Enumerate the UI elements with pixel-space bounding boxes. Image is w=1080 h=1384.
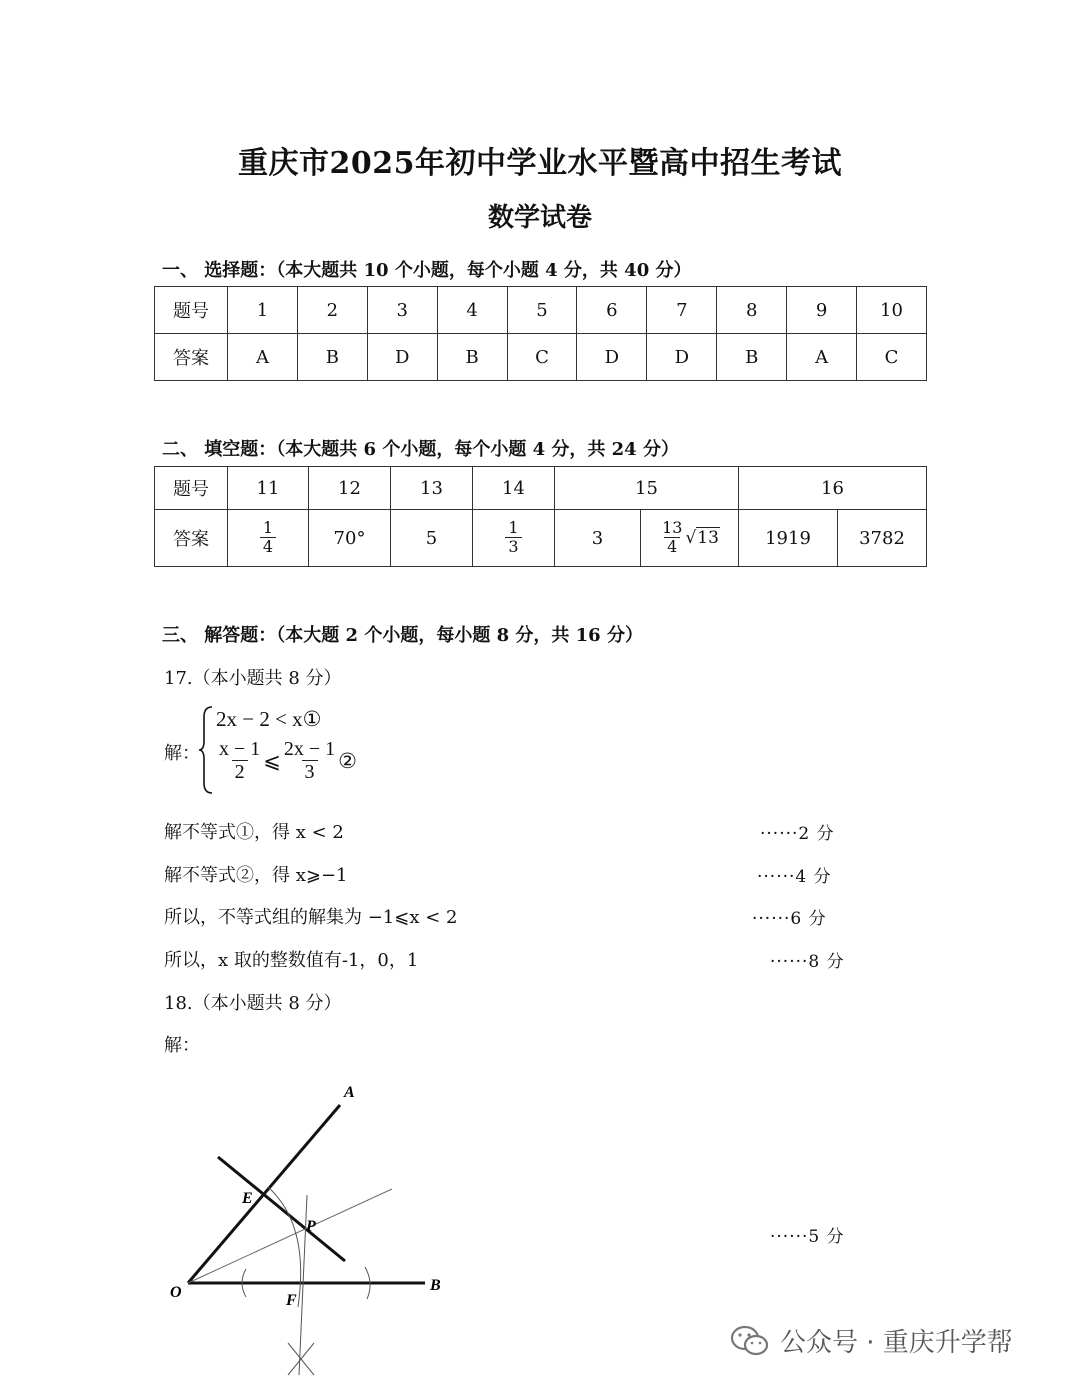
q17-step-1: 解不等式①，得 x < 2 xyxy=(164,822,344,843)
q-number: 4 xyxy=(437,287,507,334)
sqrt-radicand: 13 xyxy=(697,528,719,548)
answer-cell: B xyxy=(717,334,787,381)
q18-score: ······5 分 xyxy=(770,1227,845,1247)
fraction xyxy=(505,520,521,556)
point-label-e: E xyxy=(242,1190,253,1207)
section2-table xyxy=(154,466,927,567)
answer-cell: D xyxy=(647,334,717,381)
q-number: 7 xyxy=(647,287,717,334)
answer-cell: A xyxy=(787,334,857,381)
sqrt-sign: √ xyxy=(685,528,697,548)
answer-cell-14 xyxy=(473,510,555,567)
q17-step-1-score: ······2 分 xyxy=(760,824,835,844)
fraction-numerator: 2x − 1 xyxy=(283,738,336,760)
q-number: 12 xyxy=(309,467,391,510)
fraction-numerator: 13 xyxy=(662,518,683,538)
q-number: 3 xyxy=(367,287,437,334)
section3-heading: 三、 解答题：（本大题 2 个小题，每小题 8 分，共 16 分） xyxy=(162,625,643,646)
fraction-denominator: 4 xyxy=(260,537,276,556)
section1-table xyxy=(154,286,927,381)
fraction-denominator: 2 xyxy=(232,760,248,783)
fraction xyxy=(659,520,685,556)
row-label: 答案 xyxy=(155,510,228,567)
fraction-denominator: 3 xyxy=(302,760,318,783)
q-number: 13 xyxy=(391,467,473,510)
q18-label: 18.（本小题共 8 分） xyxy=(164,993,342,1014)
row-label: 题号 xyxy=(155,467,228,510)
q-number: 8 xyxy=(717,287,787,334)
page-title: 重庆市2025年初中学业水平暨高中招生考试 xyxy=(238,146,842,181)
fraction-denominator: 4 xyxy=(664,537,680,556)
answer-cell-13: 5 xyxy=(391,510,473,567)
q-number: 14 xyxy=(473,467,555,510)
q17-step-4: 所以，x 取的整数值有-1，0，1 xyxy=(164,950,419,971)
fraction-numerator: 1 xyxy=(508,518,519,538)
answer-cell: A xyxy=(228,334,298,381)
equation-2 xyxy=(216,739,357,783)
row-label: 题号 xyxy=(155,287,228,334)
construction-arc xyxy=(268,1187,301,1307)
fraction xyxy=(281,739,338,783)
q17-step-3-score: ······6 分 xyxy=(752,909,827,929)
fraction-denominator: 3 xyxy=(505,537,521,556)
answer-cell-12: 70° xyxy=(309,510,391,567)
answer-cell-16-1: 1919 xyxy=(739,510,838,567)
fraction-numerator: x − 1 xyxy=(219,738,261,760)
solve-label: 解： xyxy=(164,743,200,764)
q17-label: 17.（本小题共 8 分） xyxy=(164,668,342,689)
section1-answer-row xyxy=(155,334,927,381)
point-label-b: B xyxy=(430,1277,441,1294)
watermark-text: 公众号 · 重庆升学帮 xyxy=(780,1328,1013,1358)
q17-step-2: 解不等式②，得 x⩾−1 xyxy=(164,865,348,886)
answer-cell: B xyxy=(297,334,367,381)
point-label-p: P xyxy=(306,1218,316,1235)
section1-number-row xyxy=(155,287,927,334)
q17-step-2-score: ······4 分 xyxy=(757,867,832,887)
point-label-f: F xyxy=(286,1292,297,1309)
bisector-line xyxy=(188,1189,392,1283)
watermark xyxy=(730,1322,1013,1359)
section2-number-row xyxy=(155,467,927,510)
answer-cell: D xyxy=(367,334,437,381)
row-label: 答案 xyxy=(155,334,228,381)
geometry-figure xyxy=(160,1075,460,1384)
point-label-a: A xyxy=(344,1084,355,1101)
q-number: 10 xyxy=(857,287,927,334)
answer-cell-11 xyxy=(228,510,309,567)
section2-answer-row xyxy=(155,510,927,567)
square-root xyxy=(685,528,719,548)
equation-mark: ② xyxy=(338,748,357,773)
answer-cell-16-2: 3782 xyxy=(838,510,927,567)
q17-step-3: 所以，不等式组的解集为 −1⩽x < 2 xyxy=(164,907,458,928)
answer-cell-15-1: 3 xyxy=(555,510,641,567)
q-number: 2 xyxy=(297,287,367,334)
equation-1: 2x − 2 < x① xyxy=(216,707,322,731)
q-number: 5 xyxy=(507,287,577,334)
section1-heading: 一、 选择题：（本大题共 10 个小题，每个小题 4 分，共 40 分） xyxy=(162,260,692,281)
page-subtitle: 数学试卷 xyxy=(487,203,592,233)
answer-cell: D xyxy=(577,334,647,381)
fraction-numerator: 1 xyxy=(262,518,274,538)
q-number: 16 xyxy=(739,467,927,510)
answer-cell-15-2 xyxy=(641,510,739,567)
wechat-icon xyxy=(730,1324,770,1358)
q-number: 11 xyxy=(228,467,309,510)
fraction xyxy=(260,520,276,556)
answer-cell: C xyxy=(507,334,577,381)
answer-cell: C xyxy=(857,334,927,381)
brace-icon xyxy=(198,705,214,795)
q-number: 1 xyxy=(228,287,298,334)
q18-solve-label: 解： xyxy=(164,1035,200,1056)
q-number: 15 xyxy=(555,467,739,510)
answer-cell: B xyxy=(437,334,507,381)
relation-symbol: ⩽ xyxy=(263,748,281,773)
fraction xyxy=(216,739,263,783)
point-label-o: O xyxy=(170,1284,182,1301)
q-number: 6 xyxy=(577,287,647,334)
q-number: 9 xyxy=(787,287,857,334)
section2-heading: 二、 填空题：（本大题共 6 个小题，每个小题 4 分，共 24 分） xyxy=(162,439,679,460)
q17-step-4-score: ······8 分 xyxy=(770,952,845,972)
